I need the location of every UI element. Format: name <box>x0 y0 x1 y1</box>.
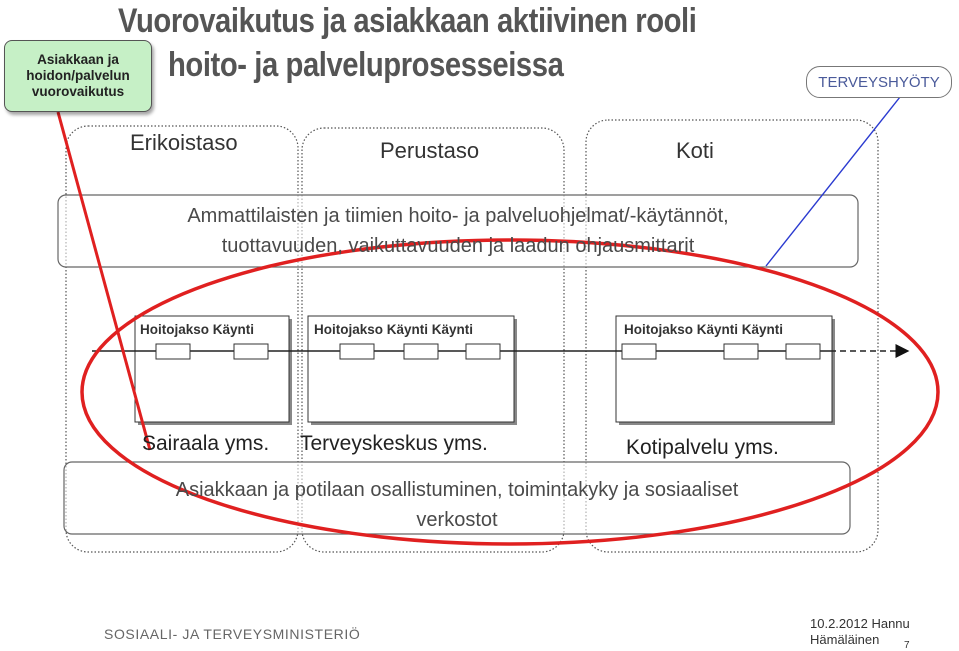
page-number: 7 <box>904 640 910 651</box>
place-label-kotipalvelu: Kotipalvelu yms. <box>626 436 779 459</box>
bottom-band-line1: Asiakkaan ja potilaan osallistuminen, toimintakyky ja sosiaaliset <box>175 479 739 501</box>
interaction-badge: Asiakkaan ja hoidon/palvelun vuorovaikutus <box>4 40 152 112</box>
place-label-terveyskeskus: Terveyskeskus yms. <box>300 432 488 455</box>
place-label-sairaala: Sairaala yms. <box>142 432 270 455</box>
top-band-text <box>58 201 858 261</box>
step-box <box>466 344 500 359</box>
red-pointer-line <box>58 112 150 450</box>
box-middle-label: Hoitojakso Käynti Käynti <box>314 322 474 337</box>
step-box <box>156 344 190 359</box>
top-band-line1: Ammattilaisten ja tiimien hoito- ja palveluohjelmat/-käytännöt, <box>187 205 729 227</box>
top-band-line2: tuottavuuden, vaikuttavuuden ja laadun ohjausmittarit <box>221 235 695 257</box>
bottom-band-text <box>64 475 850 535</box>
footer-date-line2: Hämäläinen <box>810 632 880 647</box>
footer-date-line1: 10.2.2012 Hannu <box>810 616 910 631</box>
step-box <box>786 344 820 359</box>
box-left-label: Hoitojakso Käynti <box>140 322 255 337</box>
box-right-label: Hoitojakso Käynti Käynti <box>624 322 784 337</box>
column-heading-erikoistaso: Erikoistaso <box>130 130 238 155</box>
slide-title-line2: hoito- ja palveluprosesseissa <box>168 46 564 84</box>
column-heading-perustaso: Perustaso <box>380 138 480 163</box>
step-box <box>622 344 656 359</box>
health-benefit-badge: TERVEYSHYÖTY <box>806 66 952 98</box>
step-box <box>234 344 268 359</box>
ministry-logo-text: SOSIAALI- JA TERVEYSMINISTERIÖ <box>104 626 361 642</box>
footer-date-author <box>810 616 910 648</box>
step-box <box>404 344 438 359</box>
column-heading-koti: Koti <box>676 138 714 163</box>
step-box <box>724 344 758 359</box>
slide-title-line1: Vuorovaikutus ja asiakkaan aktiivinen rooli <box>118 2 697 40</box>
step-box <box>340 344 374 359</box>
bottom-band-line2: verkostot <box>416 509 498 531</box>
